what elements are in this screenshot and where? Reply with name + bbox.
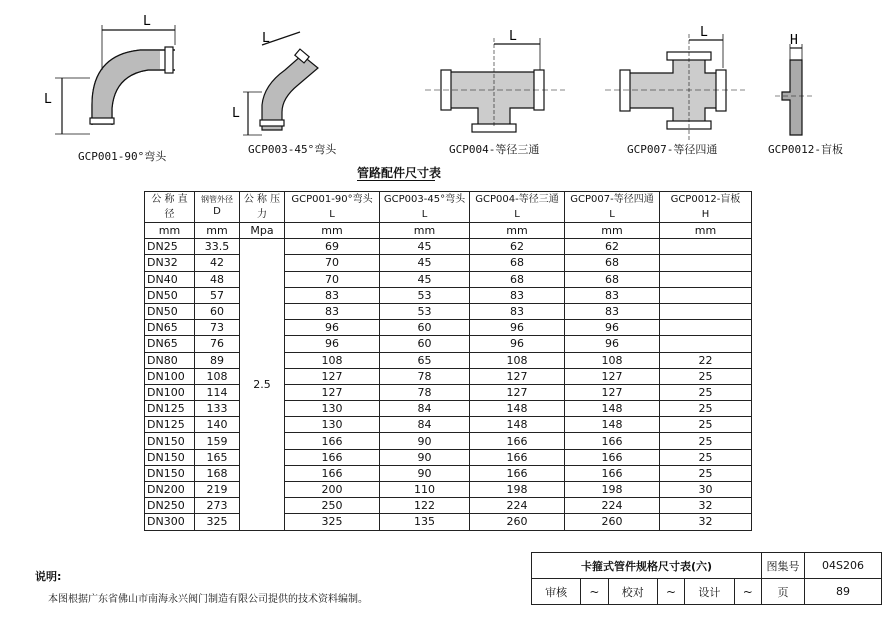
cross-label: GCP007-等径四通: [627, 143, 718, 156]
cell-cross: 68: [565, 271, 660, 287]
cell-outer-dia: 42: [195, 255, 240, 271]
cell-cross: 127: [565, 368, 660, 384]
cell-outer-dia: 76: [195, 336, 240, 352]
cell-elbow90: 325: [285, 514, 380, 530]
hdr-tee: GCP004-等径三通 L: [470, 192, 565, 223]
fittings-figures: [0, 0, 886, 160]
cell-outer-dia: 60: [195, 303, 240, 319]
cell-elbow45: 90: [380, 465, 470, 481]
table-row: [145, 287, 752, 303]
cell-outer-dia: 168: [195, 465, 240, 481]
cell-nominal-dia: DN125: [145, 401, 195, 417]
cell-elbow45: 90: [380, 433, 470, 449]
cell-tee: 68: [470, 271, 565, 287]
cell-nominal-dia: DN50: [145, 303, 195, 319]
elbow-45-dim-label: L: [262, 31, 270, 46]
cell-cross: 68: [565, 255, 660, 271]
cell-blind: [660, 255, 752, 271]
cell-cross: 166: [565, 433, 660, 449]
cell-outer-dia: 219: [195, 482, 240, 498]
cell-blind: 25: [660, 417, 752, 433]
cell-pressure: 2.5: [240, 239, 285, 530]
cell-outer-dia: 159: [195, 433, 240, 449]
cell-nominal-dia: DN300: [145, 514, 195, 530]
cell-elbow90: 96: [285, 336, 380, 352]
cell-outer-dia: 140: [195, 417, 240, 433]
cell-nominal-dia: DN40: [145, 271, 195, 287]
table-row: [145, 271, 752, 287]
table-row: [145, 368, 752, 384]
cell-elbow45: 78: [380, 384, 470, 400]
notes-body: 本图根据广东省佛山市南海永兴阀门制造有限公司提供的技术资料编制。: [48, 594, 368, 605]
cell-cross: 83: [565, 287, 660, 303]
elbow-45-label: GCP003-45°弯头: [248, 143, 337, 156]
hdr-nominal-dia: 公 称 直 径: [145, 192, 195, 223]
cell-blind: 32: [660, 498, 752, 514]
cell-nominal-dia: DN250: [145, 498, 195, 514]
cell-cross: 166: [565, 465, 660, 481]
unit-dn: mm: [145, 223, 195, 239]
cell-outer-dia: 89: [195, 352, 240, 368]
page-label: 页: [762, 579, 805, 605]
cell-elbow90: 166: [285, 433, 380, 449]
cell-tee: 148: [470, 401, 565, 417]
cell-blind: [660, 336, 752, 352]
cell-elbow90: 127: [285, 368, 380, 384]
cell-tee: 127: [470, 384, 565, 400]
cell-blind: 25: [660, 465, 752, 481]
cell-elbow90: 108: [285, 352, 380, 368]
cell-elbow90: 96: [285, 320, 380, 336]
cell-nominal-dia: DN65: [145, 320, 195, 336]
cell-elbow90: 130: [285, 401, 380, 417]
table-row: [145, 433, 752, 449]
cell-blind: [660, 271, 752, 287]
cell-cross: 108: [565, 352, 660, 368]
cell-tee: 166: [470, 433, 565, 449]
cell-outer-dia: 114: [195, 384, 240, 400]
cell-elbow90: 70: [285, 255, 380, 271]
cell-tee: 83: [470, 287, 565, 303]
cell-cross: 198: [565, 482, 660, 498]
cell-blind: 32: [660, 514, 752, 530]
cell-outer-dia: 108: [195, 368, 240, 384]
cell-tee: 260: [470, 514, 565, 530]
tee-drawing: [425, 38, 565, 132]
table-row: [145, 401, 752, 417]
cell-outer-dia: 273: [195, 498, 240, 514]
cell-nominal-dia: DN150: [145, 465, 195, 481]
table-row: [145, 514, 752, 530]
cell-blind: [660, 287, 752, 303]
elbow-90-drawing: [55, 25, 175, 134]
cell-tee: 166: [470, 449, 565, 465]
cell-outer-dia: 33.5: [195, 239, 240, 255]
table-title: 管路配件尺寸表: [357, 166, 442, 180]
page-no: 89: [805, 579, 882, 605]
cell-outer-dia: 57: [195, 287, 240, 303]
cell-elbow45: 122: [380, 498, 470, 514]
cell-tee: 108: [470, 352, 565, 368]
cell-nominal-dia: DN65: [145, 336, 195, 352]
unit-c1: mm: [285, 223, 380, 239]
cell-nominal-dia: DN125: [145, 417, 195, 433]
table-row: [145, 449, 752, 465]
unit-d: mm: [195, 223, 240, 239]
hdr-outer-dia: 钢管外径 D: [195, 192, 240, 223]
cell-nominal-dia: DN150: [145, 433, 195, 449]
cell-cross: 148: [565, 401, 660, 417]
cell-elbow90: 166: [285, 449, 380, 465]
cell-elbow90: 127: [285, 384, 380, 400]
cell-blind: 30: [660, 482, 752, 498]
check-label: 校对: [608, 579, 657, 605]
cell-cross: 96: [565, 320, 660, 336]
cell-tee: 96: [470, 336, 565, 352]
unit-c5: mm: [660, 223, 752, 239]
cell-elbow45: 60: [380, 320, 470, 336]
cell-elbow45: 60: [380, 336, 470, 352]
table-row: [145, 336, 752, 352]
elbow-45-dim-label-side: L: [232, 106, 240, 121]
cell-elbow45: 53: [380, 303, 470, 319]
cell-cross: 127: [565, 384, 660, 400]
cell-elbow45: 84: [380, 417, 470, 433]
cell-elbow45: 135: [380, 514, 470, 530]
elbow-45-drawing: [243, 32, 318, 135]
atlas-no: 04S206: [805, 553, 882, 579]
cell-outer-dia: 48: [195, 271, 240, 287]
cell-blind: 25: [660, 401, 752, 417]
cell-cross: 224: [565, 498, 660, 514]
cell-blind: 22: [660, 352, 752, 368]
tee-label: GCP004-等径三通: [449, 143, 540, 156]
hdr-elbow90: GCP001-90°弯头 L: [285, 192, 380, 223]
table-row: [145, 384, 752, 400]
unit-c4: mm: [565, 223, 660, 239]
unit-c3: mm: [470, 223, 565, 239]
hdr-cross: GCP007-等径四通 L: [565, 192, 660, 223]
cell-nominal-dia: DN32: [145, 255, 195, 271]
drawing-title: 卡箍式管件规格尺寸表(六): [532, 553, 762, 579]
hdr-pressure: 公 称 压 力: [240, 192, 285, 223]
cell-tee: 148: [470, 417, 565, 433]
elbow-90-label: GCP001-90°弯头: [78, 150, 167, 163]
blind-plate-drawing: [775, 44, 815, 135]
cell-tee: 83: [470, 303, 565, 319]
cell-elbow90: 70: [285, 271, 380, 287]
spec-table: [144, 191, 752, 531]
elbow-90-dim-label-side: L: [44, 92, 52, 107]
cell-cross: 148: [565, 417, 660, 433]
table-row: [145, 320, 752, 336]
cell-elbow90: 69: [285, 239, 380, 255]
table-row: [145, 239, 752, 255]
cell-elbow45: 78: [380, 368, 470, 384]
design-signature: ~: [734, 579, 761, 605]
cell-tee: 127: [470, 368, 565, 384]
blind-dim-label: H: [790, 33, 798, 48]
notes-title: 说明:: [35, 570, 62, 583]
table-row: [145, 255, 752, 271]
check-signature: ~: [657, 579, 684, 605]
cell-elbow45: 45: [380, 239, 470, 255]
cell-outer-dia: 165: [195, 449, 240, 465]
cell-elbow45: 53: [380, 287, 470, 303]
table-row: [145, 352, 752, 368]
table-row: [145, 303, 752, 319]
unit-p: Mpa: [240, 223, 285, 239]
cell-cross: 166: [565, 449, 660, 465]
cell-cross: 62: [565, 239, 660, 255]
cell-blind: 25: [660, 384, 752, 400]
cell-nominal-dia: DN200: [145, 482, 195, 498]
hdr-elbow45: GCP003-45°弯头 L: [380, 192, 470, 223]
cell-outer-dia: 73: [195, 320, 240, 336]
cell-elbow45: 65: [380, 352, 470, 368]
table-row: [145, 482, 752, 498]
cell-elbow90: 166: [285, 465, 380, 481]
cell-elbow90: 200: [285, 482, 380, 498]
cell-nominal-dia: DN150: [145, 449, 195, 465]
cell-blind: 25: [660, 433, 752, 449]
cell-nominal-dia: DN100: [145, 368, 195, 384]
cell-nominal-dia: DN80: [145, 352, 195, 368]
cell-blind: 25: [660, 368, 752, 384]
elbow-90-dim-label: L: [143, 14, 151, 29]
blind-label: GCP0012-盲板: [768, 143, 843, 156]
cell-elbow90: 83: [285, 287, 380, 303]
table-row: [145, 498, 752, 514]
cell-cross: 96: [565, 336, 660, 352]
tee-dim-label: L: [509, 29, 517, 44]
cell-elbow90: 250: [285, 498, 380, 514]
cell-tee: 224: [470, 498, 565, 514]
cell-tee: 198: [470, 482, 565, 498]
cell-nominal-dia: DN50: [145, 287, 195, 303]
hdr-blind: GCP0012-盲板 H: [660, 192, 752, 223]
cell-tee: 96: [470, 320, 565, 336]
cell-elbow90: 130: [285, 417, 380, 433]
cell-elbow90: 83: [285, 303, 380, 319]
cell-blind: [660, 320, 752, 336]
title-block: [531, 552, 882, 605]
cell-elbow45: 45: [380, 255, 470, 271]
cell-nominal-dia: DN25: [145, 239, 195, 255]
cell-tee: 62: [470, 239, 565, 255]
cell-blind: [660, 239, 752, 255]
cross-dim-label: L: [700, 25, 708, 40]
notes: [35, 568, 368, 605]
cross-drawing: [605, 34, 745, 140]
cell-cross: 260: [565, 514, 660, 530]
table-title-underline: [357, 180, 435, 181]
cell-outer-dia: 133: [195, 401, 240, 417]
cell-tee: 68: [470, 255, 565, 271]
review-label: 审核: [532, 579, 581, 605]
cell-elbow45: 110: [380, 482, 470, 498]
review-signature: ~: [581, 579, 608, 605]
cell-cross: 83: [565, 303, 660, 319]
cell-blind: 25: [660, 449, 752, 465]
atlas-label: 图集号: [762, 553, 805, 579]
unit-c2: mm: [380, 223, 470, 239]
cell-elbow45: 90: [380, 449, 470, 465]
design-label: 设计: [685, 579, 734, 605]
table-row: [145, 465, 752, 481]
cell-blind: [660, 303, 752, 319]
cell-outer-dia: 325: [195, 514, 240, 530]
spec-table-body: [145, 239, 752, 530]
table-row: [145, 417, 752, 433]
cell-tee: 166: [470, 465, 565, 481]
cell-elbow45: 45: [380, 271, 470, 287]
cell-elbow45: 84: [380, 401, 470, 417]
cell-nominal-dia: DN100: [145, 384, 195, 400]
